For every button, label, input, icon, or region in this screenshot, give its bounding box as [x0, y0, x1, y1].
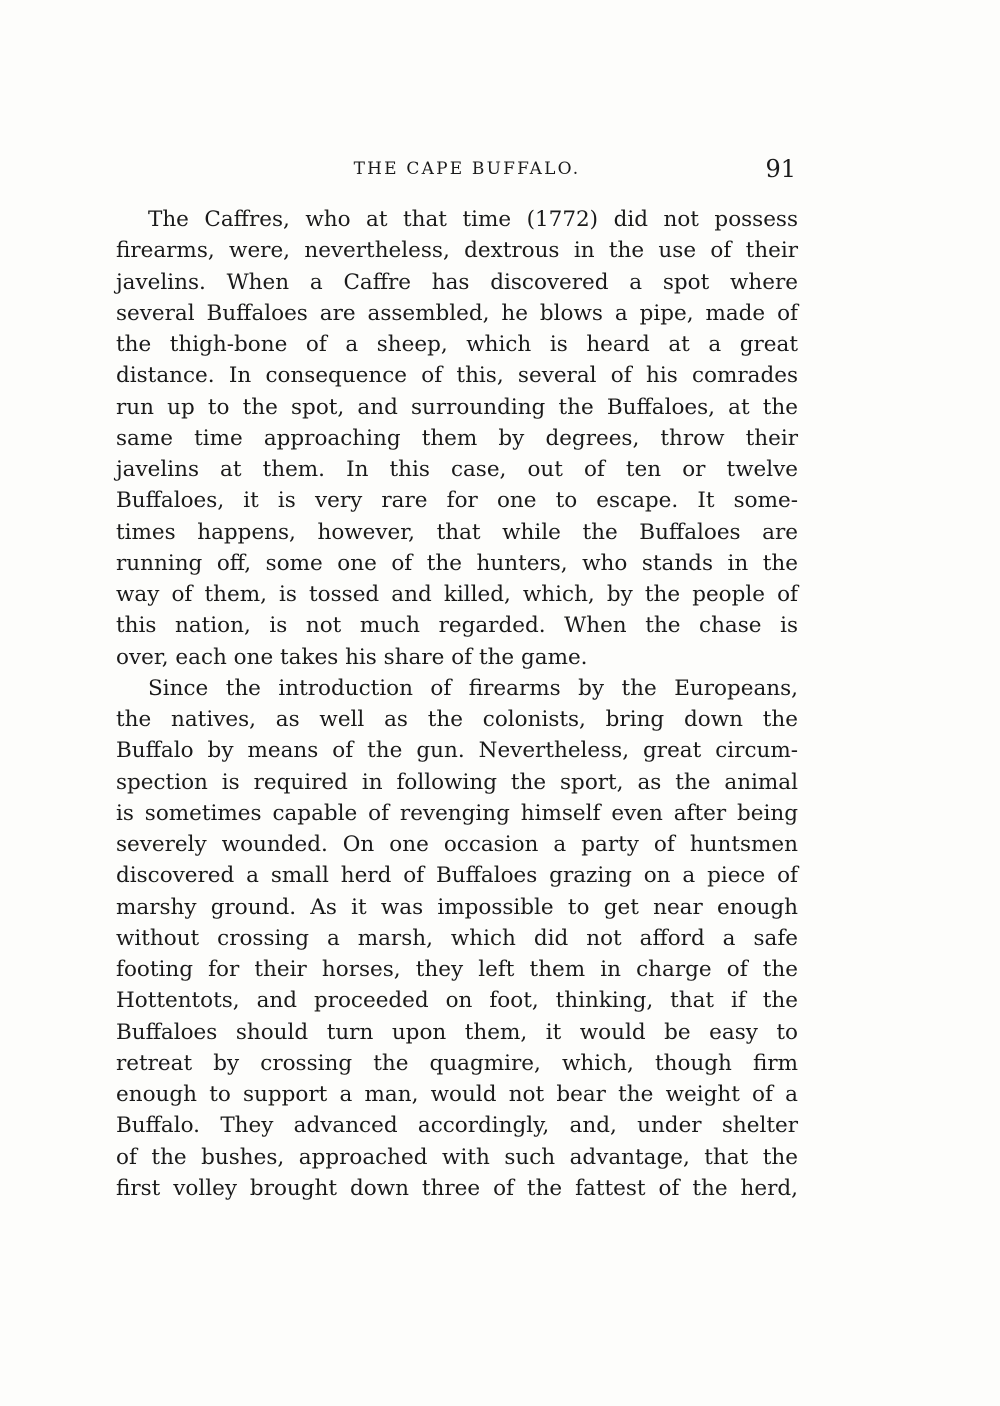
- text-line: times happens, however, that while the Buffaloes are: [116, 519, 798, 545]
- paragraph: [116, 204, 798, 673]
- text-line: spection is required in following the sport, as the animal: [116, 769, 798, 795]
- text-line: distance. In consequence of this, several of his comrades: [116, 363, 798, 389]
- text-line: severely wounded. On one occasion a party of huntsmen: [116, 832, 798, 857]
- page-number: 91: [765, 155, 796, 183]
- text-line: javelins at them. In this case, out of ten or twelve: [116, 457, 798, 482]
- text-line: same time approaching them by degrees, throw their: [116, 425, 798, 451]
- paragraph: [116, 673, 798, 1204]
- paragraph-container: [116, 204, 798, 1204]
- text-line: first volley brought down three of the fattest of the herd,: [116, 1175, 798, 1201]
- text-line: javelins. When a Caffre has discovered a spot where: [116, 269, 798, 295]
- text-line: discovered a small herd of Buffaloes grazing on a piece of: [116, 863, 798, 889]
- running-title: THE CAPE BUFFALO.: [353, 159, 581, 179]
- text-line: firearms, were, nevertheless, dextrous in the use of their: [116, 238, 798, 264]
- text-line: retreat by crossing the quagmire, which, though firm: [116, 1050, 798, 1076]
- running-head: [116, 152, 798, 186]
- text-line: marshy ground. As it was impossible to get near enough: [116, 894, 798, 920]
- text-line: way of them, is tossed and killed, which, by the people of: [116, 582, 798, 607]
- text-line: enough to support a man, would not bear the weight of a: [116, 1082, 798, 1107]
- text-line: over, each one takes his share of the game.: [116, 644, 588, 670]
- text-line: Buffaloes, it is very rare for one to escape. It some-: [116, 488, 798, 514]
- text-line: is sometimes capable of revenging himself even after being: [116, 800, 798, 826]
- text-line: without crossing a marsh, which did not afford a safe: [116, 925, 798, 951]
- text-line: footing for their horses, they left them in charge of the: [116, 957, 798, 982]
- text-line: the natives, as well as the colonists, bring down the: [116, 707, 798, 732]
- text-line: this nation, is not much regarded. When the chase is: [116, 613, 798, 639]
- text-line: several Buffaloes are assembled, he blows a pipe, made of: [116, 300, 798, 326]
- text-line: run up to the spot, and surrounding the Buffaloes, at the: [116, 394, 798, 420]
- text-line: running off, some one of the hunters, who stands in the: [116, 550, 798, 576]
- text-line: the thigh-bone of a sheep, which is heard at a great: [116, 332, 798, 357]
- text-line: Buffalo. They advanced accordingly, and, under shelter: [116, 1113, 798, 1139]
- text-line: of the bushes, approached with such advantage, that the: [116, 1144, 798, 1170]
- text-line: Since the introduction of firearms by the Europeans,: [148, 675, 798, 701]
- text-line: Buffalo by means of the gun. Nevertheless, great circum-: [116, 738, 798, 764]
- text-line: Hottentots, and proceeded on foot, thinking, that if the: [116, 988, 798, 1014]
- text-line: Buffaloes should turn upon them, it would be easy to: [116, 1019, 798, 1045]
- body-text: [116, 204, 798, 1204]
- text-line: The Caffres, who at that time (1772) did not possess: [148, 207, 798, 232]
